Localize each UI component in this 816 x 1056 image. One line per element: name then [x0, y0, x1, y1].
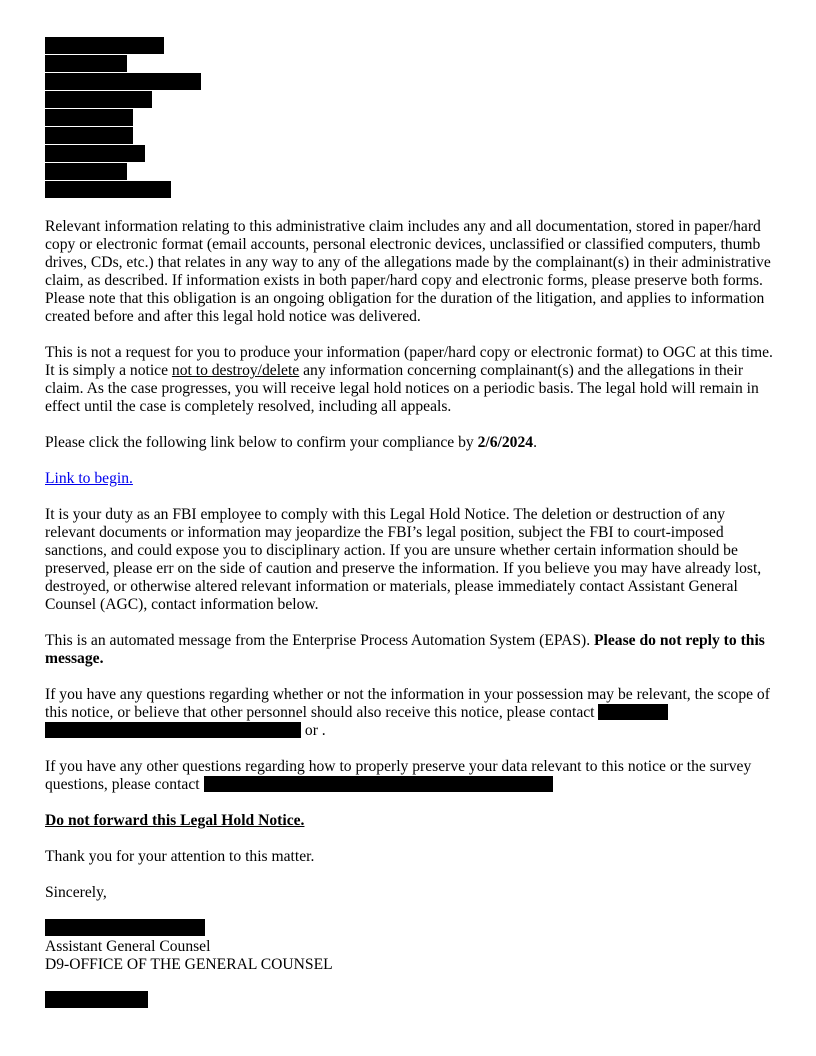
- do-not-forward-paragraph: [45, 812, 773, 830]
- begin-link[interactable]: Link to begin.: [45, 470, 133, 487]
- redaction-bar: [45, 127, 133, 144]
- redacted-footer: [45, 991, 148, 1008]
- redaction-bar: [45, 145, 145, 162]
- do-not-forward-text: Do not forward this Legal Hold Notice.: [45, 812, 305, 829]
- signature-office: D9-OFFICE OF THE GENERAL COUNSEL: [45, 956, 333, 973]
- other-questions-paragraph: [45, 758, 773, 794]
- questions-text: If you have any questions regarding whether or not the information in your possession may be relevant, the scope of this notice, or believe that other personnel should also receive this notice, please contact: [45, 686, 770, 721]
- redaction-bar: [45, 55, 127, 72]
- not-a-request-text: This is not a request for you to produce your information (paper/hard copy or electronic format) to OGC at this time. It is simply a notice: [45, 344, 773, 379]
- compliance-date: 2/6/2024: [477, 434, 534, 451]
- questions-paragraph: [45, 686, 773, 740]
- redacted-signature-name: [45, 919, 205, 936]
- link-paragraph: [45, 470, 773, 488]
- confirm-compliance-paragraph: [45, 434, 773, 452]
- automated-message-text: This is an automated message from the Enterprise Process Automation System (EPAS).: [45, 632, 595, 649]
- automated-message-paragraph: [45, 632, 773, 668]
- do-not-reply-text: Please do not reply to this message.: [45, 632, 765, 667]
- not-a-request-paragraph: [45, 344, 773, 416]
- signature-title: Assistant General Counsel: [45, 938, 211, 955]
- confirm-text: Please click the following link below to confirm your compliance by: [45, 434, 478, 451]
- other-questions-text: If you have any other questions regarding how to properly preserve your data relevant to this notice or the survey questions, please contact: [45, 758, 752, 793]
- questions-or-text: or .: [301, 722, 326, 739]
- redaction-bar: [45, 181, 171, 198]
- thanks-paragraph: Thank you for your attention to this matter.: [45, 848, 315, 865]
- redaction-bar: [45, 163, 127, 180]
- relevant-information-paragraph: Relevant information relating to this administrative claim includes any and all documentation, stored in paper/hard copy or electronic format (email accounts, personal electronic devices, unclassified or classified computers, thumb drives, CDs, etc.) that relates in any way to any of the allegations made by the complainant(s) in their administrative claim, as described. If information exists in both paper/hard copy and electronic forms, please preserve both forms. Please note that this obligation is an ongoing obligation for the duration of the litigation, and applies to information created before and after this legal hold notice was delivered.: [45, 218, 771, 325]
- redaction-bar: [45, 37, 164, 54]
- redaction-bar: [45, 91, 152, 108]
- duty-paragraph: It is your duty as an FBI employee to comply with this Legal Hold Notice. The deletion or destruction of any relevant documents or information may jeopardize the FBI’s legal position, subject the FBI to court-imposed sanctions, and could expose you to disciplinary action. If you are unsure whether certain information should be preserved, please err on the side of caution and preserve the information. If you believe you may have already lost, destroyed, or otherwise altered relevant information or materials, please immediately contact Assistant General Counsel (AGC), contact information below.: [45, 506, 762, 613]
- redacted-contact: [204, 776, 553, 792]
- redaction-bar: [45, 109, 133, 126]
- redacted-contact: [45, 722, 301, 738]
- redaction-bar: [45, 73, 201, 90]
- not-to-destroy-text: not to destroy/delete: [171, 362, 300, 379]
- not-a-request-text-continued: any information concerning complainant(s) and the allegations in their claim. As the case progresses, you will receive legal hold notices on a periodic basis. The legal hold will remain in effect until the case is completely resolved, including all appeals.: [45, 362, 759, 415]
- confirm-period: .: [533, 434, 537, 451]
- redacted-contact: [598, 704, 668, 720]
- closing-paragraph: Sincerely,: [45, 884, 107, 901]
